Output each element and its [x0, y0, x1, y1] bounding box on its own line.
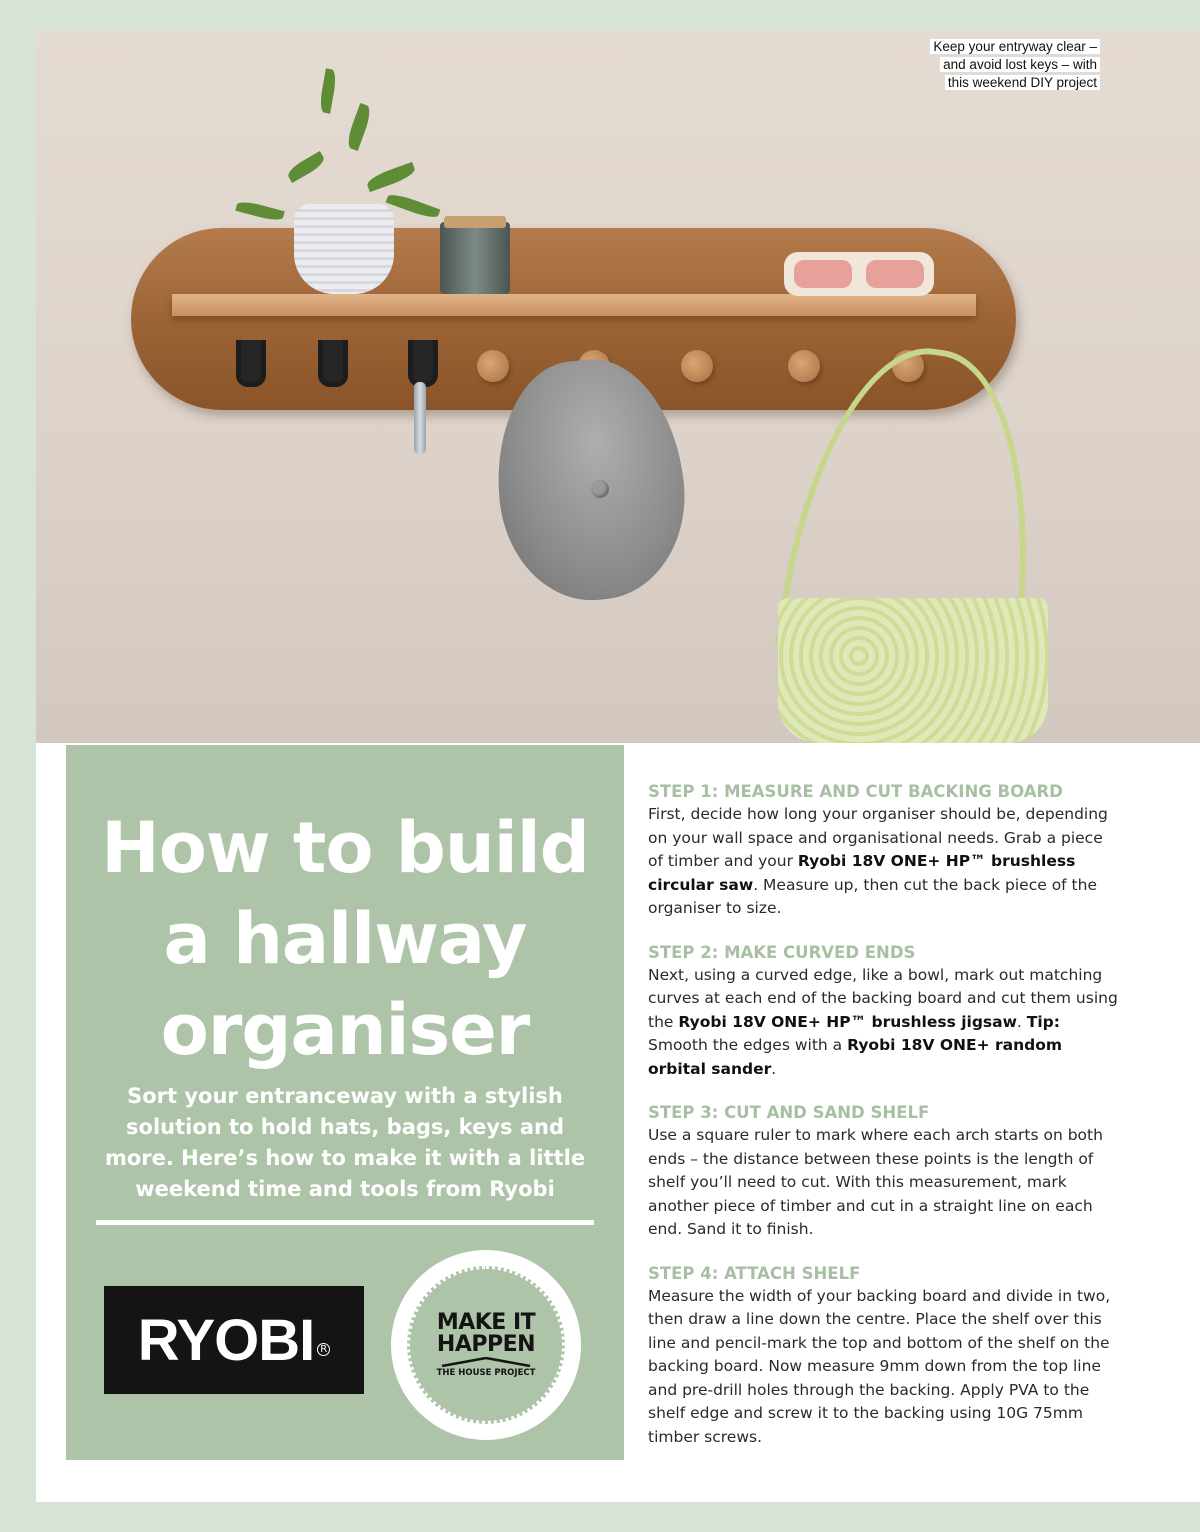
ryobi-wordmark: RYOBI: [137, 1307, 315, 1373]
caption-line: and avoid lost keys – with: [940, 57, 1100, 72]
step-text: . Measure up, then cut the back piece of the organiser to size.: [648, 875, 1097, 917]
page-title: How to build a hallway organiser: [101, 807, 589, 1071]
plant-pot: [294, 204, 394, 294]
step-title: STEP 4: ATTACH SHELF: [648, 1263, 861, 1283]
step-block: [648, 1102, 1118, 1242]
step-text: Measure the width of your backing board and divide in two, then draw a line down the centre. Place the shelf over this line and pencil-mark the top and bottom of the shelf on the backing board. Now measure 9mm down from the top line and pre-drill holes through the backing. Apply PVA to the shelf edge and screw it to the backing using 10G 75mm timber screws.: [648, 1286, 1111, 1446]
badge-line-3: THE HOUSE PROJECT: [436, 1368, 536, 1378]
step-text: Next, using a curved edge, like a bowl, mark out matching curves at each end of the backing board and cut them using the: [648, 965, 1118, 1031]
plant-leaf: [365, 162, 417, 192]
divider: [96, 1220, 594, 1225]
black-hook: [408, 340, 438, 387]
product-name: Ryobi 18V ONE+ HP™ brushless circular saw: [648, 852, 1076, 894]
candle-jar: [440, 222, 510, 294]
product-name: Ryobi 18V ONE+ HP™ brushless jigsaw: [678, 1012, 1017, 1031]
plant-leaf: [285, 151, 327, 183]
product-name: Ryobi 18V ONE+ random orbital sander: [648, 1036, 1063, 1078]
step-text: .: [771, 1059, 777, 1078]
sunglasses: [784, 252, 934, 296]
step-title: STEP 1: MEASURE AND CUT BACKING BOARD: [648, 782, 1063, 801]
black-hook: [236, 340, 266, 387]
badge-inner-ring: [407, 1266, 565, 1424]
house-roof-icon: [440, 1357, 532, 1367]
candle-jar-lid: [444, 216, 506, 228]
plant-leaf: [386, 191, 441, 221]
plant-leaf: [345, 103, 374, 151]
product-name: Tip:: [1026, 1012, 1060, 1031]
step-text: Use a square ruler to mark where each arch starts on both ends – the distance between these points is the length of shelf you’ll need to cut. With this measurement, mark another piece of timber and cut in a straight line on each end. Sand it to finish.: [648, 1126, 1103, 1238]
standfirst: Sort your entranceway with a stylish solution to hold hats, bags, keys and more. Here’s how to make it with a little weekend time and tools from Ryobi: [104, 1084, 586, 1201]
caption-line: Keep your entryway clear –: [930, 39, 1100, 54]
step-title: STEP 2: MAKE CURVED ENDS: [648, 942, 916, 962]
title-panel: [66, 745, 624, 1460]
sunglasses-lens: [794, 260, 852, 288]
badge-line-2: HAPPEN: [436, 1332, 536, 1357]
step-block: [648, 1263, 1118, 1450]
registered-mark-icon: R: [317, 1343, 330, 1356]
wooden-peg: [788, 350, 820, 382]
step-body: [648, 1285, 1118, 1450]
plant-leaf: [318, 68, 337, 113]
ryobi-logo: [104, 1286, 364, 1394]
step-title: STEP 3: CUT AND SAND SHELF: [648, 1103, 930, 1122]
step-text: Smooth the edges with a: [648, 1036, 848, 1054]
step-body: [648, 964, 1118, 1082]
caption-line: this weekend DIY project: [945, 75, 1100, 90]
badge-line-1: MAKE IT: [436, 1310, 536, 1335]
instruction-steps: [648, 781, 1118, 1470]
sunglasses-lens: [866, 260, 924, 288]
cap-button: [591, 480, 609, 498]
wooden-peg: [681, 350, 713, 382]
keys: [414, 382, 426, 454]
hallway-organiser-photo: [36, 30, 1200, 743]
step-body: [648, 803, 1118, 921]
plant-leaf: [235, 199, 284, 223]
black-hook: [318, 340, 348, 387]
organiser-shelf: [172, 294, 976, 316]
magazine-page: [36, 30, 1200, 1502]
step-block: [648, 781, 1118, 921]
make-it-happen-badge: [391, 1250, 581, 1440]
step-body: [648, 1124, 1118, 1242]
photo-caption: [890, 38, 1100, 92]
step-text: .: [1016, 1012, 1027, 1031]
step-text: First, decide how long your organiser should be, depending on your wall space and organisational needs. Grab a piece of timber and your: [648, 805, 1108, 870]
green-handbag: [778, 598, 1048, 743]
wooden-peg: [477, 350, 509, 382]
step-block: [648, 942, 1118, 1082]
